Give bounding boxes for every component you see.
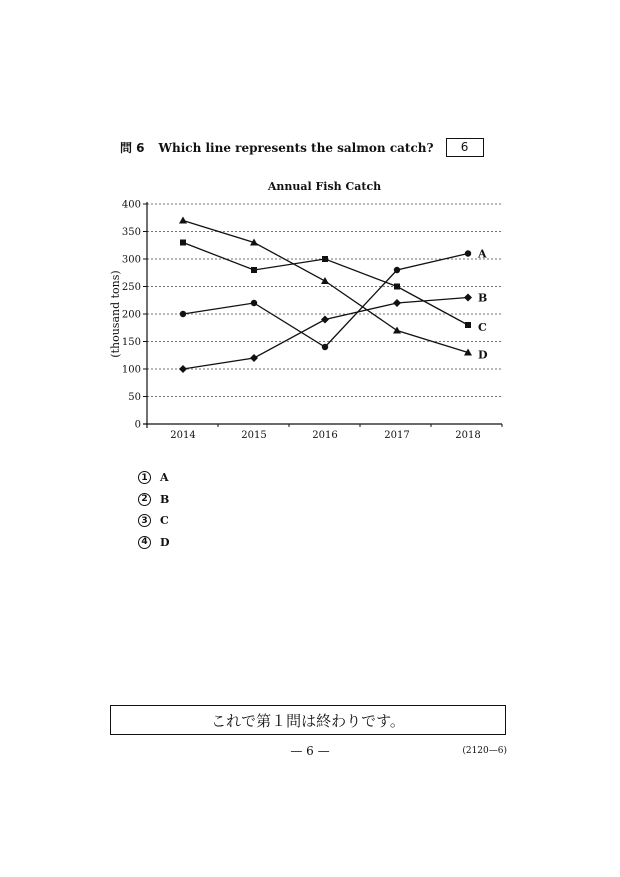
answer-box[interactable]: 6 bbox=[446, 138, 484, 157]
series-C-point-2017 bbox=[394, 284, 400, 290]
series-A-point-2014 bbox=[180, 311, 186, 317]
x-tick-label-2015: 2015 bbox=[241, 430, 267, 441]
end-of-section-text: これで第１問は終わりです。 bbox=[211, 711, 405, 730]
option-4[interactable] bbox=[138, 532, 170, 553]
option-3-number: 3 bbox=[138, 514, 151, 527]
series-B-point-2018 bbox=[464, 294, 472, 302]
y-tick-label-200: 200 bbox=[121, 309, 141, 321]
series-A-point-2015 bbox=[251, 300, 257, 306]
option-1-number: 1 bbox=[138, 471, 151, 484]
series-B-label: B bbox=[478, 291, 488, 305]
series-A-point-2017 bbox=[394, 267, 400, 273]
series-B-point-2014 bbox=[179, 365, 187, 373]
series-B-point-2017 bbox=[393, 299, 401, 307]
y-tick-label-350: 350 bbox=[121, 227, 141, 238]
option-4-label: D bbox=[160, 535, 170, 549]
series-A-point-2016 bbox=[322, 344, 328, 350]
y-tick-label-0: 0 bbox=[134, 419, 141, 431]
series-B-line bbox=[183, 298, 468, 370]
y-tick-label-50: 50 bbox=[128, 392, 141, 403]
series-C-point-2016 bbox=[322, 256, 328, 262]
series-D-point-2016 bbox=[321, 277, 329, 284]
x-tick-label-2016: 2016 bbox=[312, 430, 338, 441]
option-4-number: 4 bbox=[138, 536, 151, 549]
y-tick-label-250: 250 bbox=[121, 282, 141, 293]
answer-options bbox=[138, 467, 170, 553]
page-number: — 6 — bbox=[290, 744, 330, 758]
exam-code: (2120—6) bbox=[462, 746, 507, 756]
y-tick-label-150: 150 bbox=[121, 337, 141, 348]
series-A-label: A bbox=[478, 247, 487, 261]
option-3[interactable] bbox=[138, 510, 170, 531]
option-1[interactable] bbox=[138, 467, 170, 488]
series-A-point-2018 bbox=[465, 250, 471, 256]
series-D-point-2014 bbox=[179, 217, 187, 224]
option-2-label: B bbox=[160, 492, 170, 506]
series-B-point-2015 bbox=[250, 354, 258, 362]
series-C-point-2018 bbox=[465, 322, 471, 328]
y-tick-label-100: 100 bbox=[121, 364, 141, 376]
chart-title: Annual Fish Catch bbox=[267, 180, 382, 193]
series-D-line bbox=[183, 221, 468, 353]
y-tick-label-400: 400 bbox=[121, 199, 141, 211]
option-2[interactable] bbox=[138, 489, 170, 510]
question-text: Which line represents the salmon catch? bbox=[158, 140, 434, 155]
y-axis-label: (thousand tons) bbox=[109, 270, 122, 358]
x-tick-label-2014: 2014 bbox=[170, 430, 196, 441]
option-3-label: C bbox=[160, 514, 169, 527]
series-D-point-2017 bbox=[393, 327, 401, 334]
option-1-label: A bbox=[160, 471, 169, 484]
option-2-number: 2 bbox=[138, 493, 151, 506]
question-number: 問 6 bbox=[120, 141, 145, 155]
x-tick-label-2017: 2017 bbox=[384, 430, 410, 441]
series-C-point-2015 bbox=[251, 267, 257, 273]
y-tick-label-300: 300 bbox=[121, 254, 141, 266]
end-of-section-box bbox=[110, 705, 506, 735]
series-D-label: D bbox=[478, 348, 488, 362]
series-C-label: C bbox=[478, 321, 487, 334]
series-C-point-2014 bbox=[180, 240, 186, 246]
series-B-point-2016 bbox=[321, 316, 329, 324]
x-tick-label-2018: 2018 bbox=[455, 430, 481, 441]
